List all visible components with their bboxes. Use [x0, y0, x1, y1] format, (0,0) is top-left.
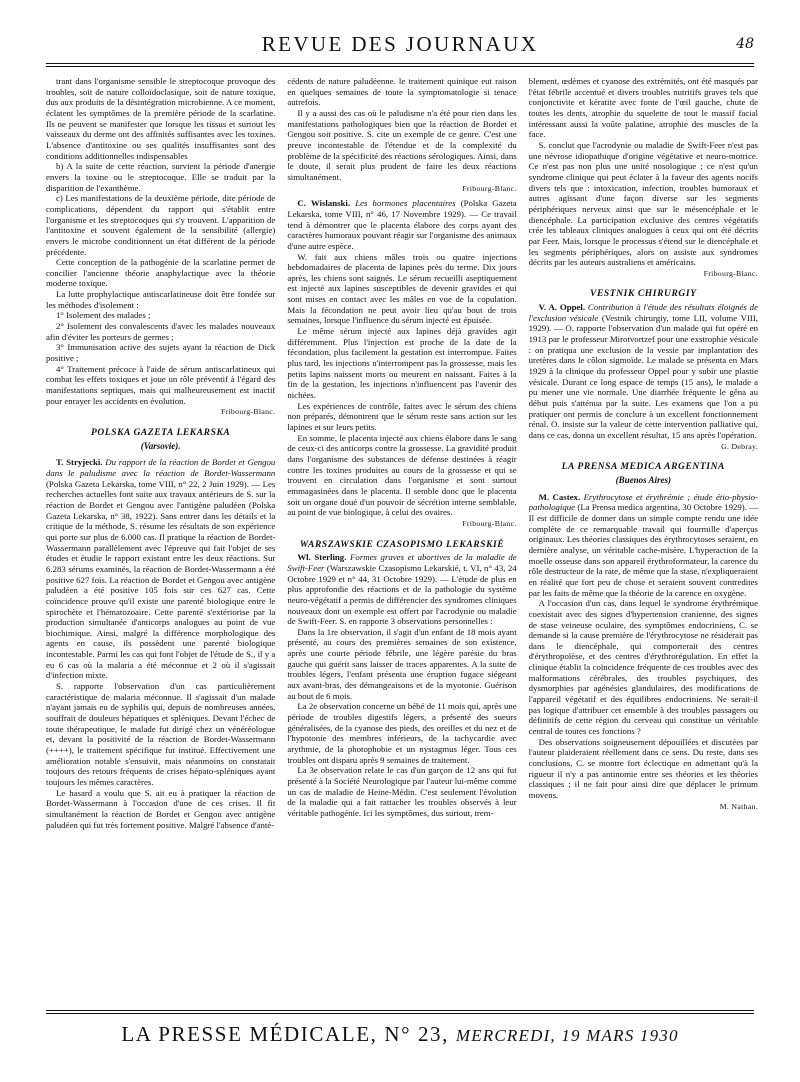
column-1 — [46, 76, 275, 1008]
section-title: WARSZAWSKIE CZASOPISMO LEKARSKIÉ — [299, 539, 505, 550]
signature: Fribourg-Blanc. — [462, 518, 517, 528]
publication-date: MERCREDI, 19 MARS 1930 — [455, 1026, 679, 1045]
article-author: T. Stryjecki. — [56, 457, 103, 468]
article-entry — [287, 552, 516, 627]
paragraph: A l'occasion d'un cas, dans lequel le syndrome érythrémique coexistait avec des signes d'hypertension cranienne, des signes de stase veineuse oculaire, des symptômes endocriniens, C. se demande si la cause première de l'érythrocytose ne résiderait pas dans le diencéphale, qui comporterait des centres d'érythropoïèse, et des centres d'érythrorégulation. En effet la clinique établit la coïncidence fréquente de ces troubles avec des malformations cérébrales, des troubles psychiques, des dysmorphies par agénésies glandulaires, des modifications de l'appareil végétatif et des équilibres endocriniens. Ne serait-il pas logique d'attribuer cet ensemble à des troubles passagers ou définitifs de cette région du cerveau qui constitue un véritable central de toutes ces fonctions ? — [528, 598, 758, 737]
paragraph: trant dans l'organisme sensible le streptocoque provoque des troubles, soit de nature colloïdoclasique, soit de nature toxique, dus aux produits de la désintégration microbienne. A ce moment, éclatent les symptômes de la première période de la scarlatine. Ils ne peuvent se manifester que lorsque les tissus et surtout les vaisseaux du derme ont des affinités suffisantes avec les toxines. L'absence d'antitoxine ou ses qualités insuffisantes sont des conditions additionnelles indispensables — [46, 76, 276, 161]
footer-rule-thin — [46, 1010, 754, 1011]
paragraph: Le hasard a voulu que S. ait eu à pratiquer la réaction de Bordet-Wassermann à l'occasion d'une de ces crises. Il fit simultanément la réaction de Bordet et Gengou avec antigène paludéen qui fut très fortement positive. Malgré l'absence d'anté- — [46, 787, 276, 830]
header-rule — [46, 63, 754, 64]
paragraph: W. fait aux chiens mâles trois ou quatre injections hebdomadaires de placenta de lapines près du terme. Dix jours après, les chiens sont saignés. Le sérum recueilli aseptiquement est injecté aux lapines susceptibles de devenir gravides et qui sont mises en contact avec les mâles en vue de la copulation. Mais la fécondation ne peut avoir lieu qu'au bout de trois semaines, lorsque l'influence du sérum injecté est épuisée. — [287, 251, 517, 326]
signature: M. Nathan. — [719, 801, 758, 811]
section-title: VESTNIK CHIRURGIY — [590, 289, 697, 300]
paragraph: S. conclut que l'acrodynie ou maladie de Swift-Feer n'est pas une névrose idiopathique d'origine végétative et neuro-motrice. Ce n'est pas non plus une unité nosologique ; ce n'est qu'un syndrome clinique qui peut éclater à la faveur des agents nocifs divers tels que : intoxication, infection, troubles humoraux et autres agissant d'une façon diverse sur les segments périphériques nerveux ainsi que sur le mésencéphale et le diencéphale. La participation exclusive des centres végétatifs crée les tableaux cliniques analogues à ceux qui ont été décrits par Feer. Mais, lorsque le processus s'étend sur le diencéphale et les segments périphériques, alors on assiste aux syndromes décrits par les auteurs australiens et américains. — [528, 139, 758, 268]
publication-name: LA PRESSE MÉDICALE, N° 23, — [121, 1022, 449, 1046]
article-body: (La Prensa medica argentina, 30 Octobre 1929). — Il est difficile de donner dans un simple compte rendu une idée complète de ce remarquable travail qui fourmille d'aperçus originaux. Les théories classiques des érythrocytoses seraient, en dernière analyse, un véritable cache-misère. L'hyperaction de la moelle osseuse dans son appareil érythroformateur, la carence du rôle destructeur de la rate, de même que la stase, n'expliqueraient en réalité que fort peu de chose et seraient souvent contredites par les faits de même que la théorie de la carence en oxygène. — [528, 502, 758, 598]
paragraph: Cette conception de la pathogénie de la scarlatine permet de concilier l'ancienne théorie anaphylactique avec la théorie moderne toxique. — [46, 257, 276, 289]
article-author: C. Wislanski. — [297, 198, 351, 209]
article-title: Formes graves et abortives de la maladie de Swift-Feer — [287, 552, 517, 573]
article-body: (Warszawskie Czasopismo Lekarskié, t. VI, n° 43, 24 Octobre 1929 et n° 44, 31 Octobre 1929). — L'étude de plus en plus approfondie des réactions et de la pathologie du système neuro-végétatif a permis de différencier des syndromes cliniques nouveaux dont un exemple est offert par l'acrodynie ou maladie de Swift-Feer. S. en rapporte 3 observations personnelles : — [287, 562, 517, 627]
paragraph: La lutte prophylactique antiscarlatineuse doit être fondée sur les méthodes d'isolement : — [46, 289, 276, 310]
list-item: 1° Isolement des malades ; — [56, 310, 151, 321]
header-rule-thin — [46, 66, 754, 67]
paragraph: b) A la suite de cette réaction, survient la période d'anergie envers la toxine ou le streptocoque. Elle se traduit par la disparition de l'exanthème. — [46, 161, 276, 193]
page-header — [46, 32, 754, 62]
article-title: Les hormones placentaires — [355, 198, 456, 209]
paragraph: cédents de nature paludéenne. le traitement quinique eut raison en quelques semaines de toute la symptomatologie si tenace autrefois. — [287, 76, 517, 108]
article-entry — [287, 198, 516, 251]
list-item: 3° Immunisation active des sujets ayant la réaction de Dick positive ; — [46, 342, 276, 364]
article-title: Du rapport de la réaction de Bordet et Gengou dans le paludisme avec la réaction de Bordet-Wassermann — [46, 457, 276, 478]
section-title: LA PRENSA MEDICA ARGENTINA — [561, 462, 725, 473]
paragraph: S. rapporte l'observation d'un cas particulièrement caractéristique de malaria méconnue. Il s'agissait d'un malade n'ayant jamais eu de syphilis qui, depuis de nombreuses années, souffrait de douleurs hépatiques et spléniques. Devant l'échec de toute thérapeutique, le malade fut dirigé chez un vénéréologue et, devant la positivité de la réaction de Bordet-Wassermann (++++), le traitement spécifique fut institué. Effectivement une amélioration notable s'ensuivit, mais néanmoins on constatait toujours des retours fréquents de crises hépato-spléniques ayant toujours les mêmes caractères. — [46, 681, 276, 787]
isolation-methods-list — [46, 310, 275, 406]
article-entry — [529, 302, 758, 441]
journal-title: REVUE DES JOURNAUX — [261, 32, 539, 56]
paragraph: En somme, le placenta injecté aux chiens élabore dans le sang de ceux-ci des anticorps contre la grossesse. La gravidité produit dans l'organisme des substances de défense destinées à réagir contre les toxines produites au cours de la grossesse et qui se trouvent en circulation dans l'organisme et sont surtout emmagasinées dans le placenta. Il semble donc que le placenta soit un organe doué d'un pouvoir de sécrétion interne semblable, au point de vue biologique, à celui des ovaires. — [287, 432, 517, 518]
section-title: POLSKA GAZETA LEKARSKA — [90, 428, 231, 438]
section-city: (Varsovie). — [140, 440, 181, 451]
article-author: M. Castex. — [538, 491, 581, 502]
article-title: Erythrocytose et érythrémie ; étude étio-physio-pathologique — [528, 491, 758, 513]
article-author: Wl. Sterling. — [297, 552, 347, 563]
paragraph: Les expériences de contrôle, faites avec le sérum des chiens non préparés, démontrent que le sérum reste sans action sur les lapines et sur leurs petits. — [287, 400, 517, 432]
signature: G. Debray. — [721, 441, 758, 451]
signature: Fribourg-Blanc. — [462, 183, 517, 193]
article-body: (Polska Gazeta Lekarska, tome VIII, n° 46, 17 Novembre 1929). — Ce travail tend à démontrer que le placenta élabore des corps ayant des caractères humoraux pouvant réagir sur l'organisme des animaux d'une autre espèce. — [287, 198, 517, 251]
article-body: (Polska Gazeta Lekarska, tome VIII, n° 22, 2 Juin 1929). — Les recherches actuelles font suite aux travaux antérieurs de S. sur la réaction de Bordet et Gengou avec l'antigène paludéen (Polska Gazeta Lekarska, n° 38, 1922). Sans entrer dans les détails et la critique de la méthode, S. résume les résultats de son expérience qui porte sur plus de 6.000 cas. Il pratique la réaction de Bordet-Wassermann parallèlement avec l'épreuve qui fait l'objet de ses études et étudie le rapport existant entre les deux réactions. Sur 6.283 sérums examinés, la réaction de Bordet-Wassermann a été positive 627 fois. La réaction de Bordet et Gengou avec antigène paludéen a été positive 105 fois sur ces 627 cas. Cette coïncidence prouve qu'il existe une parenté biologique entre le spirochète et l'hématozoaire. Cette parenté s'extériorise par la production simultanée d'anticorps analogues au point de vue biochimique. Ainsi, malgré la différence morphologique des agents en cause, ils possèdent une parenté biologique incontestable. Parmi les cas qui font l'objet de l'étude de S., il y a eu 6 cas où la malaria a été méconnue et 2 où il s'agissait d'infection mixte. — [46, 478, 276, 681]
signature: Fribourg-Blanc. — [703, 268, 758, 278]
article-body: (Vestnik chirurgiy, tome LII, volume VIII, 1929). — O. rapporte l'observation d'un malade qui fut opéré en 1913 par le professeur Mirotvortzef pour une exstrophie vésicale : on pratiqua une exclusion de la vessie par implantation des uretères dans le côlon sigmoïde. Le malade se présenta en Mars 1929 à la clinique du professeur Oppel pour y subir une plastie vésicale. Durant ce long espace de temps (15 ans), le malade a pu mener une vie normale. Une diarrhée fréquente le gêna au début puis s'atténua par la suite. Les examens que l'on a pu pratiquer ont permis de conclure à un excellent fonctionnement rénal. O. insiste sur la valeur de cette intervention palliative qui, dans ce cas, donna un excellent résultat, 15 ans après l'opération. — [528, 312, 758, 440]
article-title: Contribution à l'étude des résultats éloignés de l'exclusion vésicale — [528, 302, 758, 323]
signature: Fribourg-Blanc. — [220, 407, 276, 417]
footer-rule — [46, 1013, 754, 1014]
paragraph: Il y a aussi des cas où le paludisme n'a été pour rien dans les manifestations pathologiques bien que la réaction de Bordet et Gengou soit positive. S. cite un exemple de ce genre. C'est une preuve incontestable de l'étendue et de la complexité du problème de la spécificité des réactions sérologiques. Ainsi, dans le doute, il serait plus prudent de faire les deux réactions simultanément. — [287, 107, 517, 182]
article-entry — [46, 457, 275, 681]
paragraph: Dans la 1re observation, il s'agit d'un enfant de 18 mois ayant présenté, au cours des premières semaines de son existence, après une courte période fébrile, une légère parésie du bras gauche qui guérit sans laisser de traces apparentes. A la suite de troubles légers, l'enfant présenta une éruption fugace siégeant aux avant-bras, des démangeaisons et de la myotonie. Guérison au bout de 6 mois. — [287, 626, 517, 701]
list-item: 2° Isolement des convalescents d'avec les malades nouveaux afin d'éviter les porteurs de germes ; — [46, 321, 276, 342]
article-entry — [529, 492, 758, 599]
paragraph: Des observations soigneusement dépouillées et discutées par l'auteur plaideraient réellement dans ce sens. Du reste, dans ses conclusions, C. se montre fort éclectique en admettant qu'à la rigueur il n'y a pas antinomie entre ses théories et les théories classiques ; il ne fait pour ainsi dire que déplacer le primum movens. — [528, 736, 758, 800]
column-3 — [529, 76, 758, 1008]
page-number: 48 — [736, 36, 754, 52]
article-columns — [46, 76, 758, 1008]
paragraph: Le même sérum injecté aux lapines déjà gravides agit différemment. Plus l'injection est proche de la date de la fécondation, plus facilement la gestation est interrompue. Faites plus tard, les injections n'interrompent pas la grossesse, mais les petits lapins naissent morts ou meurent en naissant. Faites à la fin de la gestation, les injections n'influencent pas l'avenir des nichées. — [287, 326, 517, 401]
paragraph: La 3e observation relate le cas d'un garçon de 12 ans qui fut présenté à la Société Neurologique par l'auteur lui-même comme un cas de maladie de Heine-Médin. C'est seulement l'évolution de la maladie qui a fait rattacher les troubles observés à leur véritable pathogénie. Ici les symptômes, dus surtout, trem- — [287, 765, 517, 818]
page-footer — [46, 1022, 754, 1047]
section-city: (Buenos Aires) — [615, 474, 672, 485]
paragraph: blement, œdèmes et cyanose des extrémités, ont été masqués par l'état fébrile accentué et divers troubles nutritifs graves tels que conjonctivite et kératite avec fonte de l'œil gauche, chute de toutes les dents, atrophie du squelette de tout le massif facial intéressant aussi la voûte palatine, atrophie des muscles de la face. — [528, 76, 758, 140]
paragraph: La 2e observation concerne un bébé de 11 mois qui, après une période de troubles digestifs légers, a présenté des sueurs généralisées, de la cyanose des pieds, des oreilles et du nez et de l'hypotonie des membres inférieurs, de la tachycardie avec arythmie, de la photophobie et un nystagmus léger. Tous ces troubles ont disparu après 9 semaines de traitement. — [287, 701, 517, 765]
column-2 — [287, 76, 516, 1008]
list-item: 4° Traitement précoce à l'aide de sérum antiscarlatineux qui combat les effets toxiques et joue un rôle préventif à l'égard des manifestations septiques, mais qui malheureusement est inactif pour enrayer les accidents en évolution. — [46, 363, 276, 406]
article-author: V. A. Oppel. — [538, 302, 586, 313]
paragraph: c) Les manifestations de la deuxième période, dite période de complications, dépendent du rapport qui s'établit entre l'organisme et les streptocoques qui s'y trouvent. L'apparition de l'antitoxine et souvent également de la sensibilité (allergie) envers le microbe conditionnent un état différent de la période précédente. — [46, 193, 276, 257]
